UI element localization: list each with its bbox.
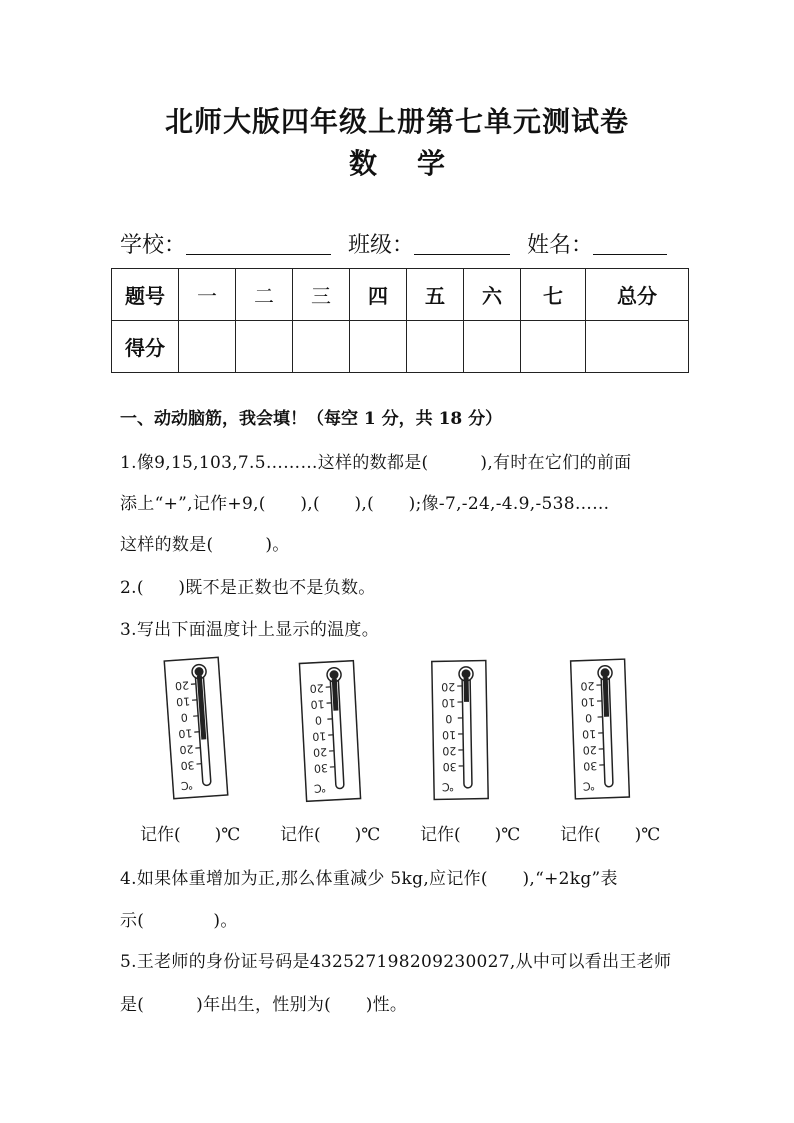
name-blank[interactable] [593,232,667,255]
score-header-cell: 总分 [586,269,689,321]
question-line: 是( )年出生，性别为( )性。 [120,995,408,1015]
scale-label: 10 [581,727,597,741]
question-line: 示( )。 [120,911,238,931]
score-cell[interactable] [586,321,689,373]
school-label: 学校： [120,233,187,258]
thermometer-3 [432,660,488,800]
score-table [111,268,689,373]
scale-label: 30 [583,759,598,773]
scale-label: 30 [313,761,329,775]
scale-label: 10 [441,728,457,742]
score-header-cell: 三 [293,269,350,321]
scale-label: 10 [311,729,327,743]
score-cell[interactable] [350,321,407,373]
record-blank-4: 记作( )℃ [560,825,661,845]
thermometer-figure [570,658,631,800]
score-cell[interactable] [521,321,586,373]
thermometer-frame [571,659,630,799]
scale-label: 20 [179,742,194,757]
school-blank[interactable] [186,232,331,255]
scale-label: 20 [441,680,456,694]
score-header-cell: 四 [350,269,407,321]
thermometer-frame [432,661,488,800]
scale-unit: ℃ [180,778,194,793]
score-cell[interactable] [293,321,350,373]
scale-label: 20 [442,744,457,758]
page-title: 北师大版四年级上册第七单元测试卷 [164,105,629,138]
score-table-score-row [112,321,689,373]
name-label: 姓名： [527,233,594,258]
score-cell[interactable] [407,321,464,373]
question-line: 1.像9,15,103,7.5………这样的数都是( ),有时在它们的前面 [120,453,632,473]
score-row-label: 得分 [112,321,179,373]
score-header-cell: 题号 [112,269,179,321]
thermometer-1 [168,658,224,798]
scale-label: 0 [314,713,323,727]
scale-unit: ℃ [582,779,596,793]
scale-label: 0 [180,710,189,725]
scale-label: 20 [582,743,597,757]
score-header-cell: 五 [407,269,464,321]
scale-label: 10 [175,694,191,709]
question-line: 4.如果体重增加为正,那么体重减少 5kg,应记作( ),“+2kg”表 [120,869,618,889]
scale-label: 10 [177,726,193,741]
score-header-cell: 一 [179,269,236,321]
student-info-row [120,228,667,259]
score-header-cell: 六 [464,269,521,321]
question-line: 添上“+”,记作+9,( ),( ),( );像-7,-24,-4.9,-538…… [120,494,610,514]
scale-unit: ℃ [441,780,455,794]
class-label: 班级： [348,233,415,258]
scale-label: 30 [442,760,457,774]
thermometer-2 [302,661,358,801]
question-line: 2.( )既不是正数也不是负数。 [120,578,376,598]
score-cell[interactable] [179,321,236,373]
score-header-cell: 七 [521,269,586,321]
scale-label: 20 [580,679,595,693]
scale-unit: ℃ [313,781,327,795]
scale-label: 10 [441,696,456,710]
thermometer-figure [163,656,229,800]
section-heading: 一、动动脑筋，我会填！（每空 1 分，共 18 分） [120,409,503,429]
record-blank-3: 记作( )℃ [420,825,521,845]
score-cell[interactable] [464,321,521,373]
question-line: 5.王老师的身份证号码是432527198209230027,从中可以看出王老师 [120,952,672,972]
scale-label: 10 [580,695,596,709]
scale-label: 30 [180,758,196,773]
scale-label: 10 [310,697,325,711]
scale-label: 0 [584,711,593,725]
scale-label: 20 [309,681,325,695]
question-line: 这样的数是( )。 [120,535,290,555]
thermometer-4 [572,659,628,799]
scale-label: 0 [445,712,453,726]
score-cell[interactable] [236,321,293,373]
record-blank-1: 记作( )℃ [140,825,241,845]
question-line: 3.写出下面温度计上显示的温度。 [120,620,380,640]
thermometer-figure [431,660,489,801]
record-blank-2: 记作( )℃ [280,825,381,845]
class-blank[interactable] [414,232,510,255]
thermometer-liquid [464,678,469,702]
scale-label: 20 [312,745,328,759]
score-table-header-row [112,269,689,321]
thermometer-figure [298,660,361,803]
score-header-cell: 二 [236,269,293,321]
scale-label: 20 [174,678,190,693]
subject-title: 数学 [348,147,485,180]
